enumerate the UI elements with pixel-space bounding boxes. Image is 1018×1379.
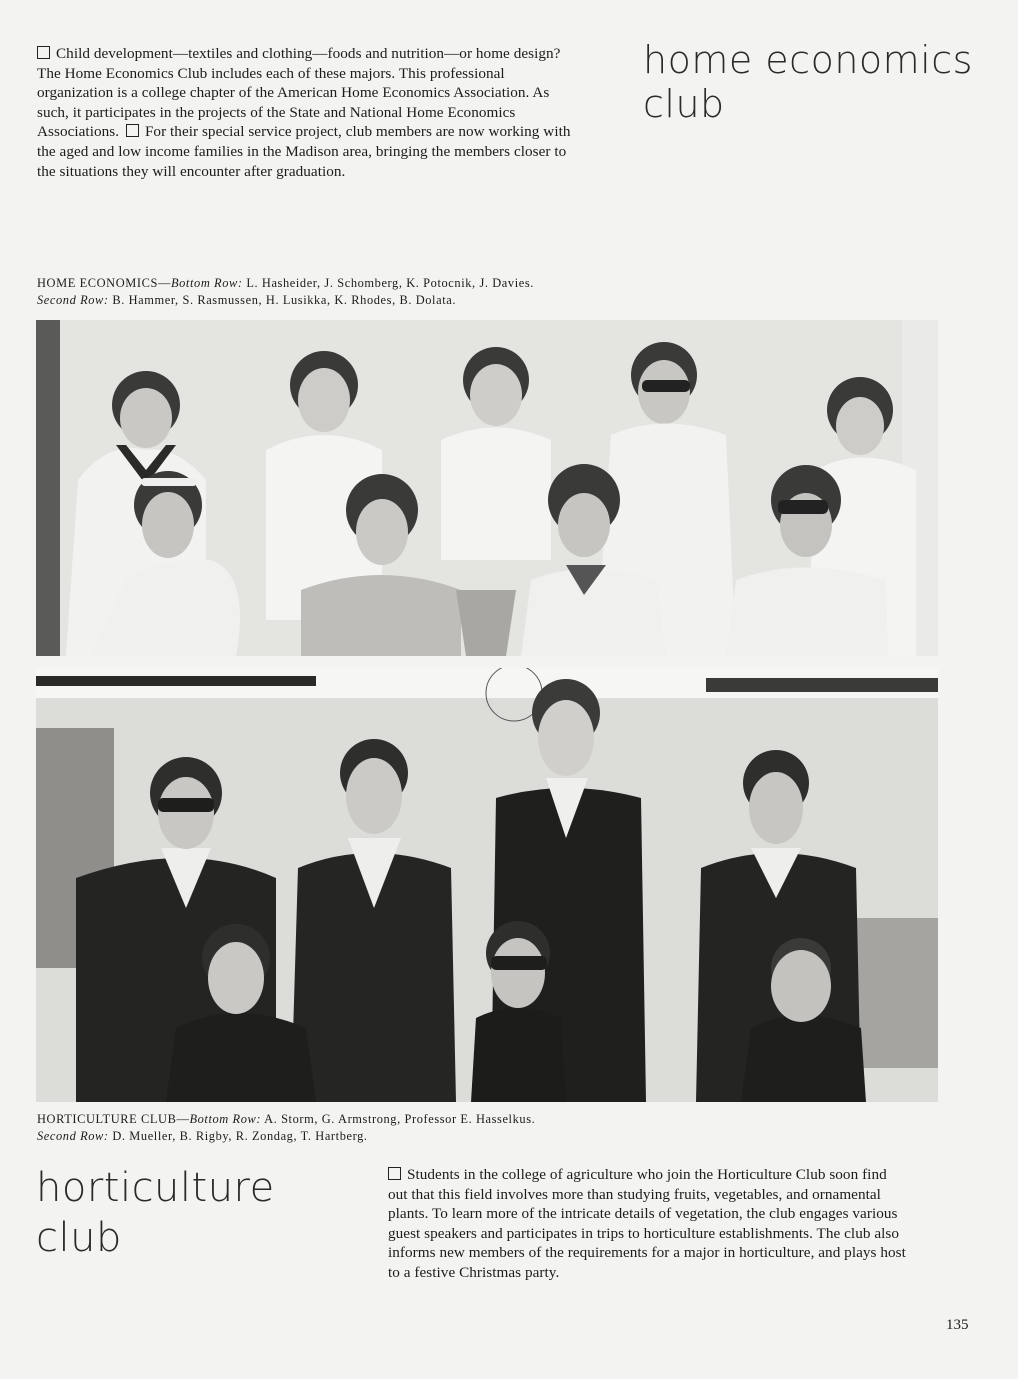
checkbox-bullet-icon: [126, 124, 139, 137]
checkbox-bullet-icon: [388, 1167, 401, 1180]
home-economics-group-photo: [36, 320, 938, 656]
home-economics-heading: home economics club: [643, 38, 973, 126]
horticulture-heading: horticulture club: [36, 1165, 275, 1261]
horticulture-paragraph: Students in the college of agriculture who join the Horticulture Club soon find out that this field involves more than studying fruits, vegetables, and ornamental plants. To learn more of the intricate details of vegetation, the club engages various guest speakers and participates in trips to horticulture establishments. The club also informs new members of the requirements for a major in horticulture, and plays host to a festive Christmas party.: [388, 1166, 906, 1281]
horticulture-caption: HORTICULTURE CLUB—Bottom Row: A. Storm, G. Armstrong, Professor E. Hasselkus. Second Row: D. Mueller, B. Rigby, R. Zondag, T. Hartberg.: [37, 1112, 536, 1143]
checkbox-bullet-icon: [37, 46, 50, 59]
page-number: 135: [946, 1317, 969, 1333]
home-economics-caption: HOME ECONOMICS—Bottom Row: L. Hasheider, J. Schomberg, K. Potocnik, J. Davies. Second Row: B. Hammer, S. Rasmussen, H. Lusikka, K. Rhodes, B. Dolata.: [37, 276, 534, 307]
horticulture-group-photo: [36, 668, 938, 1102]
home-economics-paragraph: Child development—textiles and clothing—foods and nutrition—or home design? The Home Economics Club includes each of these majors. This professional organization is a college chapter of the American Home Economics Association. As such, it participates in the projects of the State and National Home Economics Associations. For their special service project, club members are now working with the aged and low income families in the Madison area, bringing the members closer to the situations they will encounter after graduation.: [37, 45, 571, 180]
